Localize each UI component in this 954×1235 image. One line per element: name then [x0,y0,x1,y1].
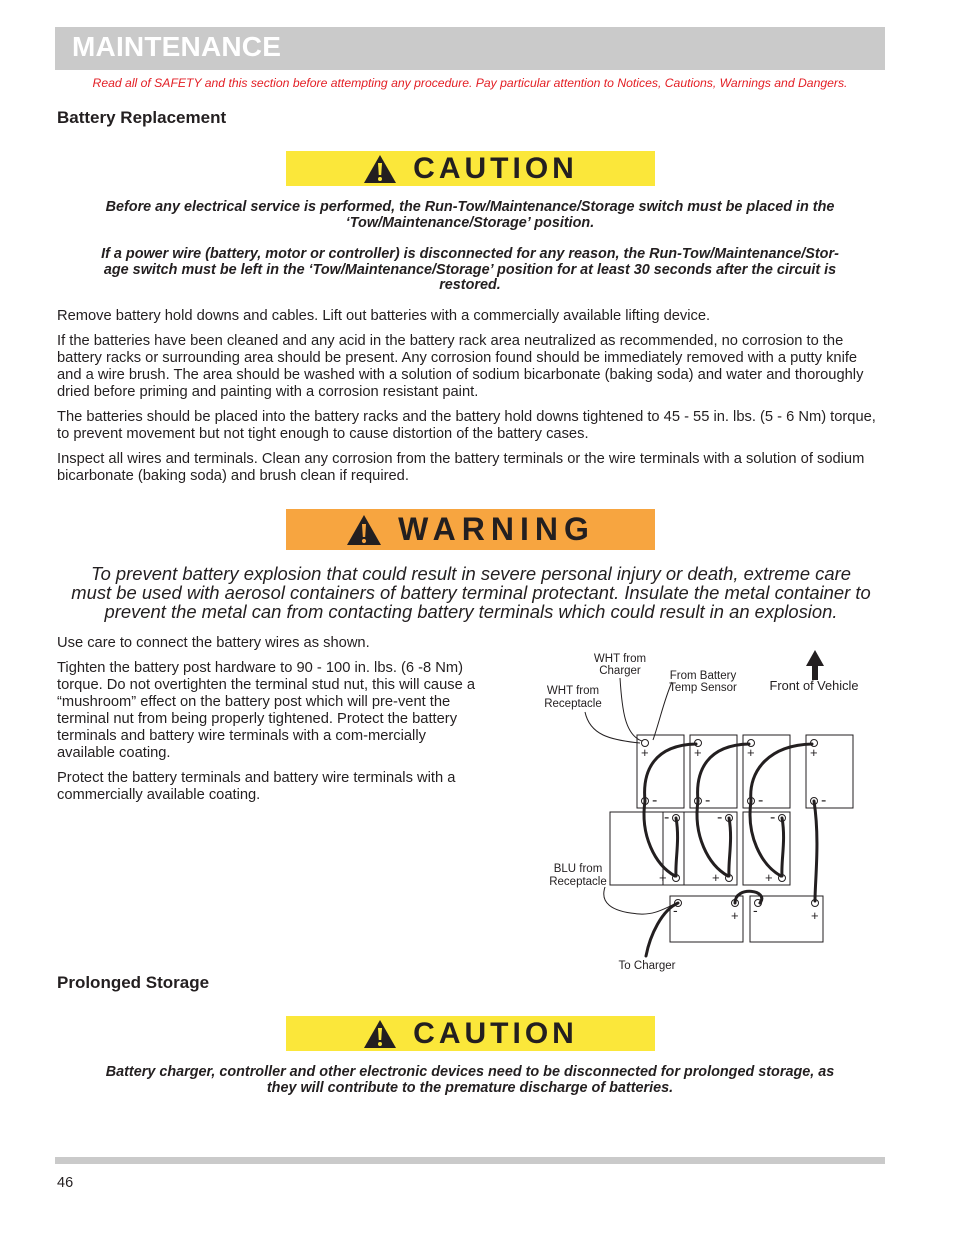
paragraph-tighten-post: Tighten the battery post hardware to 90 - 100 in. lbs. (6 -8 Nm) torque. Do not overtighten the terminal stud nut, this will cause a “mushroom” effect on the battery post which will pre-vent the terminal nut from being properly tightened. Protect the battery terminals and battery wire terminals with a com-mercially available coating. [57,660,476,761]
plus-mark: + [731,908,739,923]
warning-text-line-1: To prevent battery explosion that could result in severe personal injury or death, extreme care [91,563,851,584]
warning-text-line-3: prevent the metal can from contacting battery terminals which could result in an explosion. [104,601,838,622]
battery-replacement-heading: Battery Replacement [57,108,227,127]
page-title: MAINTENANCE [72,31,282,62]
caution-note-1-line-1: Before any electrical service is performed, the Run-Tow/Maintenance/Storage switch must be placed in the [105,199,835,215]
storage-note-line-1: Battery charger, controller and other electronic devices need to be disconnected for prolonged storage, as [105,1064,835,1080]
minus-mark: - [673,902,678,918]
warning-text-line-2: must be used with aerosol containers of battery terminal protectant. Insulate the metal container to [71,582,871,603]
caution-label: CAUTION [413,151,578,185]
warning-label: WARNING [398,511,595,547]
minus-mark: - [652,792,658,809]
warning-banner [286,509,655,550]
paragraph-corrosion: If the batteries have been cleaned and any acid in the battery rack area neutralized as recommended, no corrosion to the battery racks or surrounding area should be present. Any corrosion found should be immediately removed with a putty knife and a wire brush. The area should be washed with a solution of sodium bicarbonate (baking soda) and water and thoroughly dried before priming and painting with a corrosion resistant paint. [57,333,864,400]
label-blu-receptacle-2: Receptacle [549,876,607,888]
storage-note-line-2: they will contribute to the premature discharge of batteries. [266,1080,674,1096]
label-wht-receptacle-2: Receptacle [544,698,602,710]
minus-mark: - [664,809,670,826]
front-arrow-icon [806,650,824,680]
label-to-charger: To Charger [618,960,676,972]
caution-note-2-line-3: restored. [439,277,501,293]
plus-mark: + [811,908,819,923]
label-wht-receptacle-1: WHT from [546,685,600,697]
plus-mark: + [712,870,720,885]
caution-banner [286,151,655,186]
minus-mark: - [758,792,764,809]
label-wht-charger-2: Charger [599,665,641,677]
battery-wiring-diagram [530,640,870,980]
plus-mark: + [641,745,649,760]
label-blu-receptacle-1: BLU from [553,863,603,875]
label-front-of-vehicle: Front of Vehicle [769,678,859,693]
paragraph-remove-batteries: Remove battery hold downs and cables. Lift out batteries with a commercially available lifting device. [57,308,711,324]
warning-triangle-icon [363,154,397,184]
label-temp-sensor-1: From Battery [669,670,737,682]
plus-mark: + [694,745,702,760]
warning-triangle-icon [363,1019,397,1049]
prolonged-storage-heading: Prolonged Storage [57,973,210,992]
plus-mark: + [659,870,667,885]
paragraph-hold-downs: The batteries should be placed into the battery racks and the battery hold downs tightened to 45 - 55 in. lbs. (5 - 6 Nm) torque, to prevent movement but not tight enough to cause distortion of the battery cases. [57,409,876,442]
safety-note: Read all of SAFETY and this section before attempting any procedure. Pay particular attention to Notices, Cautions, Warnings and Dangers. [92,76,848,90]
footer-bar [55,1157,885,1164]
paragraph-connect-wires: Use care to connect the battery wires as shown. [57,635,370,651]
page-number: 46 [57,1175,74,1191]
minus-mark: - [717,809,723,826]
plus-mark: + [765,870,773,885]
warning-triangle-icon [346,514,382,546]
paragraph-inspect-wires: Inspect all wires and terminals. Clean any corrosion from the battery terminals or the wire terminals with a solution of sodium bicarbonate (baking soda) and brush clean if required. [57,451,865,484]
minus-mark: - [821,792,827,809]
header-bar [55,27,885,70]
plus-mark: + [810,745,818,760]
caution-note-2-line-1: If a power wire (battery, motor or controller) is disconnected for any reason, the Run-Tow/Maintenance/Stor- [101,246,839,262]
label-wht-charger-1: WHT from [593,653,647,665]
caution-banner-storage [286,1016,655,1051]
caution-label-storage: CAUTION [413,1016,578,1050]
label-temp-sensor-2: Temp Sensor [669,682,737,694]
plus-mark: + [747,745,755,760]
minus-mark: - [770,809,776,826]
minus-mark: - [705,792,711,809]
caution-note-2-line-2: age switch must be left in the ‘Tow/Maintenance/Storage’ position for at least 30 seconds after the circuit is [103,262,837,278]
minus-mark: - [753,902,758,918]
caution-note-1-line-2: ‘Tow/Maintenance/Storage’ position. [345,215,595,231]
paragraph-protect-terminals: Protect the battery terminals and battery wire terminals with a commercially available coating. [57,770,456,803]
